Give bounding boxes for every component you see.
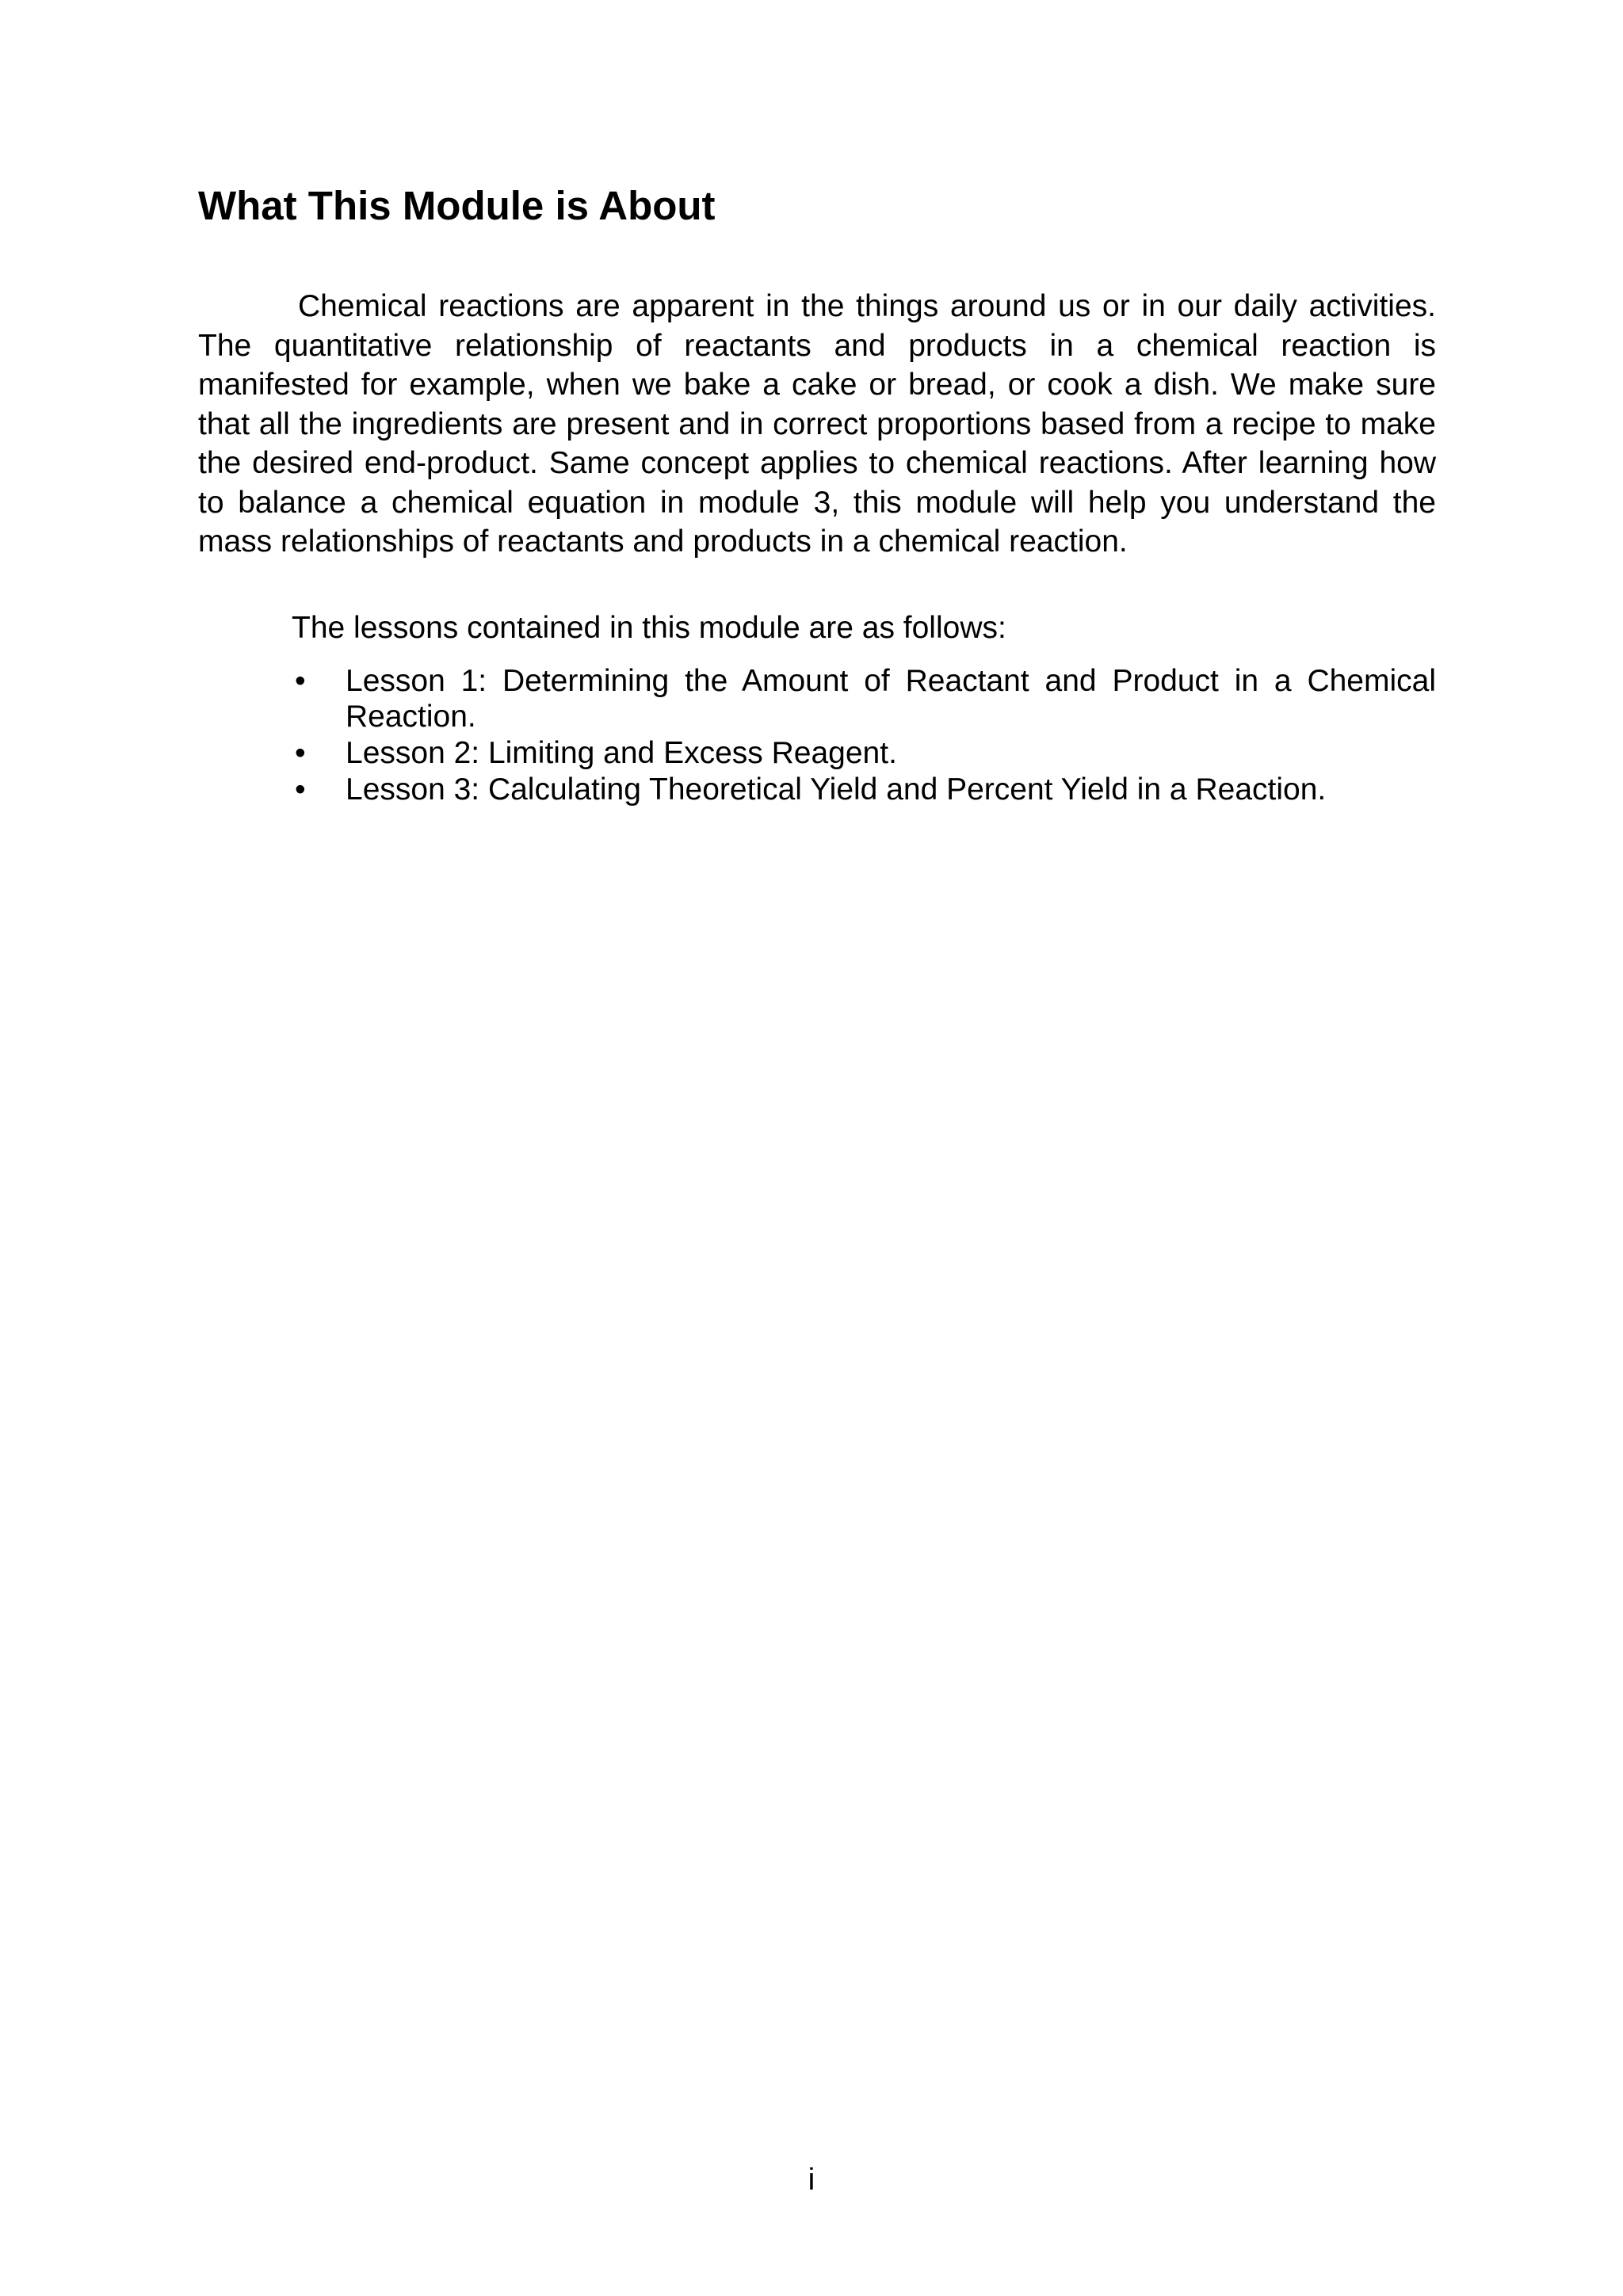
page-title: What This Module is About bbox=[198, 183, 716, 228]
lesson-2-text: Lesson 2: Limiting and Excess Reagent. bbox=[346, 736, 897, 770]
lesson-1-text: Lesson 1: Determining the Amount of Reactant and Product in a Chemical Reaction. bbox=[346, 664, 1436, 734]
lesson-3-text: Lesson 3: Calculating Theoretical Yield and Percent Yield in a Reaction. bbox=[346, 772, 1327, 807]
bullet-icon: • bbox=[295, 772, 306, 807]
bullet-icon: • bbox=[295, 736, 306, 770]
lesson-item-2 bbox=[292, 735, 1436, 771]
lessons-intro-text: The lessons contained in this module are as follows: bbox=[292, 611, 1006, 645]
lesson-item-3 bbox=[292, 772, 1436, 807]
page-number: i bbox=[808, 2163, 815, 2197]
lesson-list bbox=[292, 663, 1436, 808]
lesson-item-1 bbox=[292, 663, 1436, 734]
bullet-icon: • bbox=[295, 664, 306, 698]
intro-paragraph: Chemical reactions are apparent in the things around us or in our daily activities. The quantitative relationship of reactants and products in a chemical reaction is manifested for example, when we bake a cake or bread, or cook a dish. We make sure that all the ingredients are present and in correct proportions based from a recipe to make the desired end-product. Same concept applies to chemical reactions. After learning how to balance a chemical equation in module 3, this module will help you understand the mass relationships of reactants and products in a chemical reaction. bbox=[198, 289, 1436, 559]
